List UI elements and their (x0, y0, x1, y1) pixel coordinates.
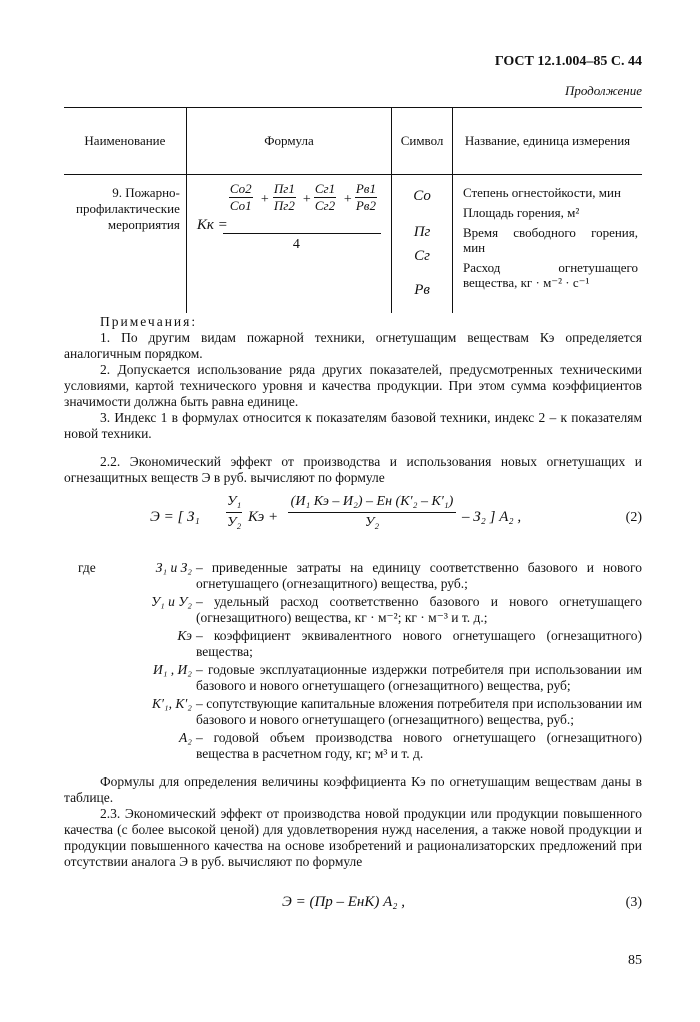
main-fraction-bar (223, 233, 381, 234)
eq2-fraction-2 (288, 492, 456, 533)
fraction-denominator: Пг2 (273, 198, 295, 213)
row-symbols (392, 175, 453, 314)
col-header-formula: Формула (186, 108, 391, 175)
eq3-number: (3) (625, 895, 642, 910)
note-item: 1. По другим видам пожарной техники, огнетушащим веществам Кэ определяется аналогичным порядком. (64, 330, 642, 361)
eq2-fraction-1 (226, 492, 242, 533)
fraction-numerator: Пг1 (273, 181, 295, 196)
plus-sign: + (260, 192, 269, 207)
row-name: 9. Пожарно-профилактические мероприятия (76, 185, 180, 232)
eq3-text: Э = (Пр – ЕнК) А₂ , (282, 894, 405, 910)
formula-fraction (273, 181, 296, 214)
definition-text: – годовой объем производства нового огнетушащего (огнезащитного) вещества в расчетном году, кг; м³ и т. д. (196, 730, 642, 761)
definitions-list (64, 560, 642, 762)
notes-title: Примечания: (100, 314, 198, 329)
definition-row (64, 696, 642, 728)
col-header-symbol: Символ (392, 108, 453, 175)
definition-symbol: З₁ и З₂ (155, 560, 192, 575)
note-item: 3. Индекс 1 в формулах относится к показателям базовой техники, индекс 2 – к показателям новой техники. (64, 410, 642, 441)
symbol-item: Пг (413, 224, 431, 240)
definition-symbol: У₁ и У₂ (150, 594, 192, 609)
fraction-numerator: Сг1 (314, 181, 336, 196)
fraction-numerator: (И₁ Кэ – И₂) – Ен (К′₂ – К′₁) (288, 492, 456, 513)
description-item: Площадь горения, м² (462, 205, 580, 220)
definition-text: – удельный расход соответственно базового и нового огнетушащего (огнезащитного) вещества, кг · м⁻²; кг · м⁻³ и т. д.; (196, 594, 642, 625)
doc-reference: ГОСТ 12.1.004–85 С. 44 (494, 54, 642, 69)
eq2-right: – З₂ ] А₂ , (462, 509, 522, 525)
formulas-note-block (64, 774, 642, 870)
formula-fraction (355, 181, 377, 214)
page-number: 85 (628, 953, 642, 968)
formulas-note: Формулы для определения величины коэффициента Кэ по огнетушащим веществам даны в таблице. (64, 774, 642, 805)
definition-text: – приведенные затраты на единицу соответственно базового и нового огнетушащего (огнезащитного) вещества, руб.; (196, 560, 642, 591)
fraction-denominator: Со1 (229, 198, 252, 213)
formula-fraction (314, 181, 336, 214)
fraction-denominator: У₂ (364, 515, 380, 530)
definition-symbol: И₁ , И₂ (152, 662, 192, 677)
fraction-denominator: Сг2 (314, 198, 336, 213)
eq2-number: (2) (625, 510, 642, 525)
plus-sign: + (343, 192, 352, 207)
formula-fraction (229, 181, 253, 214)
symbol-item: Рв (414, 282, 430, 298)
notes-block (64, 314, 642, 442)
eq2-left: Э = [ З₁ (150, 509, 200, 525)
fraction-denominator: Рв2 (355, 198, 376, 213)
description-item: Расход огнетушащего вещества, кг · м⁻² · с⁻¹ (462, 260, 638, 290)
fraction-numerator: У₁ (226, 492, 242, 513)
definition-symbol: К′₁, К′₂ (152, 696, 192, 711)
description-item: Время свободного горения, мин (462, 225, 638, 255)
formula-lhs: Кк = (196, 217, 228, 233)
eq2-middle: Кэ + (248, 509, 279, 525)
definition-row (64, 628, 642, 660)
note-item: 2. Допускается использование ряда других показателей, предусмотренных техническими условиями, картой технического уровня и качества продукции. При этом сумма коэффициентов значимости должна быть равна единице. (64, 362, 642, 409)
parameters-table (64, 107, 642, 313)
definition-row (64, 662, 642, 694)
definition-text: – годовые эксплуатационные издержки потребителя при использовании им базового и нового огнетушащего (огнезащитного) вещества, руб; (196, 662, 642, 693)
definition-text: – сопутствующие капитальные вложения потребителя при использовании им базового и нового огнетушащего (огнезащитного) вещества, руб.; (196, 696, 642, 727)
fraction-denominator: У₂ (227, 515, 242, 530)
definition-symbol: А₂ (179, 730, 192, 745)
section-2-2-text: 2.2. Экономический эффект от производства и использования новых огнетушащих и огнезащитных веществ Э в руб. вычисляют по формуле (64, 454, 642, 485)
row-formula (186, 175, 391, 314)
section-2-2 (64, 454, 642, 486)
section-2-3-text: 2.3. Экономический эффект от производства новой продукции или продукции повышенного качества (с более высокой ценой) для удовлетворения нужд населения, а также новой продукции и продукции повышенного качества на основе изобретений и рационализаторских предложений при отсутствии аналога Э в руб. вычисляют по формуле (64, 806, 642, 869)
plus-sign: + (302, 192, 311, 207)
symbol-item: Сг (414, 248, 430, 264)
definition-row (64, 594, 642, 626)
symbol-item: Со (413, 188, 431, 204)
fraction-numerator: Со2 (229, 181, 252, 196)
table-header-row (64, 108, 642, 175)
table-row (64, 175, 642, 314)
continuation-label: Продолжение (564, 83, 642, 98)
definition-row (64, 560, 642, 592)
description-item: Степень огнестойкости, мин (462, 185, 621, 200)
definition-row (64, 730, 642, 762)
definition-text: – коэффициент эквивалентного нового огнетушащего (огнезащитного) вещества; (196, 628, 642, 659)
where-label: где (78, 560, 96, 575)
row-descriptions (452, 175, 642, 314)
col-header-unit: Название, единица измерения (452, 108, 642, 175)
definition-symbol: Кэ (177, 628, 192, 643)
col-header-name: Наименование (64, 108, 186, 175)
fraction-numerator: Рв1 (355, 181, 376, 196)
formula-denominator: 4 (292, 237, 300, 252)
